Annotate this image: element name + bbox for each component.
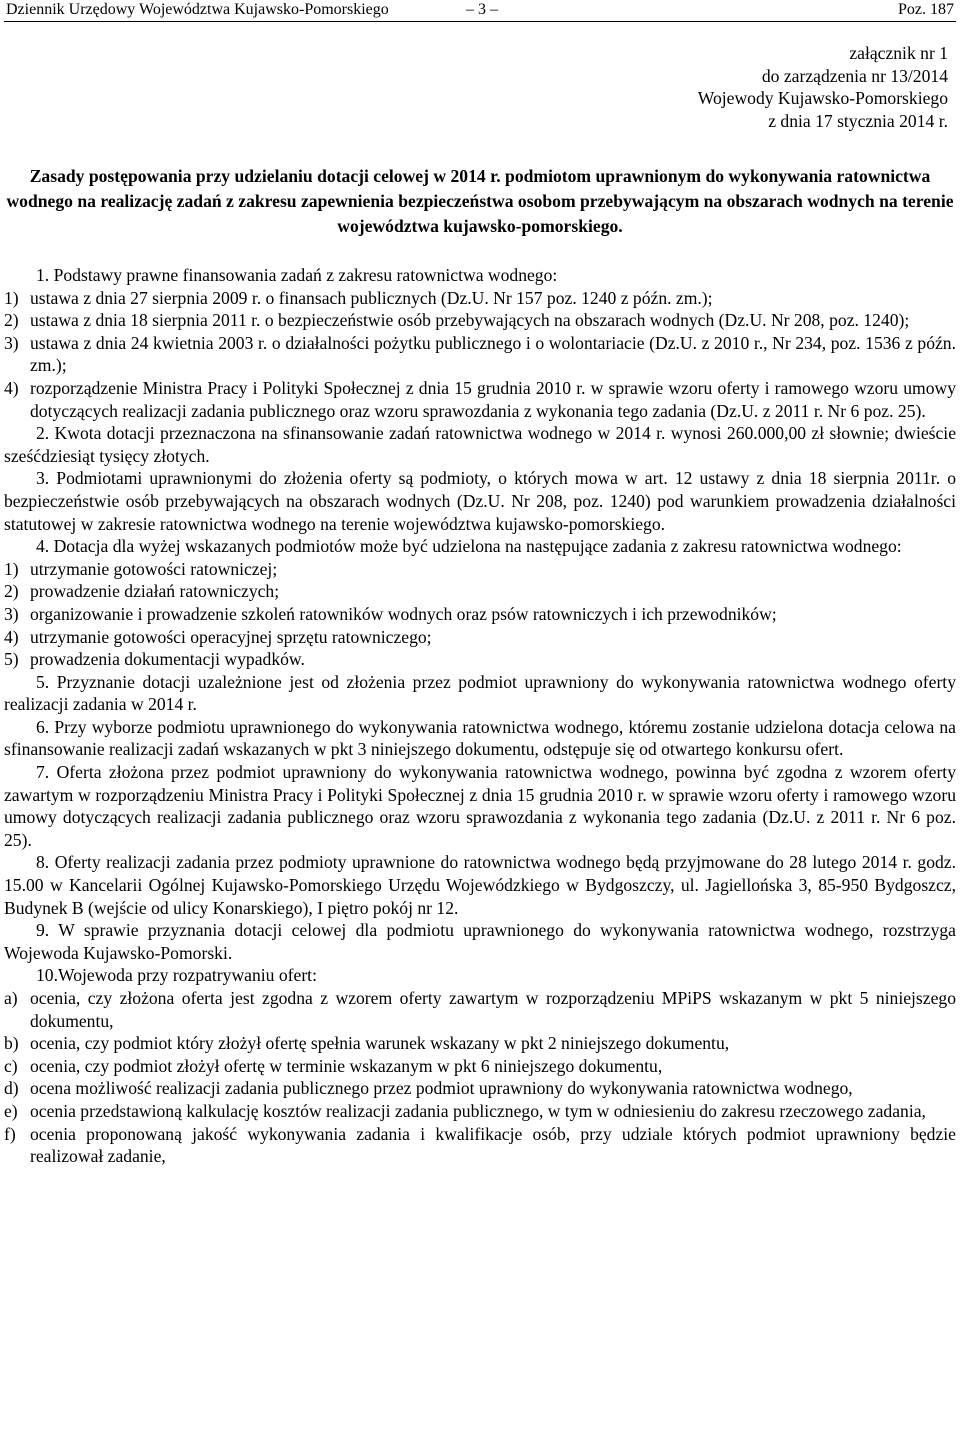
paragraph-7: 7. Oferta złożona przez podmiot uprawniony do wykonywania ratownictwa wodnego, powinna być zgodna z wzorem oferty zawartym w rozporządzeniu Ministra Pracy i Polityki Społecznej z dnia 15 grudnia 2010 r. w sprawie wzoru oferty i ramowego wzoru umowy dotyczących realizacji zadania publicznego oraz wzoru sprawozdania z wykonania tego zadania (Dz.U. z 2011 r. Nr 6 poz. 25). xyxy=(4,762,956,850)
list-text: ustawa z dnia 27 sierpnia 2009 r. o finansach publicznych (Dz.U. Nr 157 poz. 1240 z późn. zm.); xyxy=(30,287,713,308)
list-text: ocenia, czy podmiot który złożył ofertę spełnia warunek wskazany w pkt 2 niniejszego dokumentu, xyxy=(30,1033,730,1054)
list-item xyxy=(4,558,956,581)
journal-title: Dziennik Urzędowy Województwa Kujawsko-Pomorskiego xyxy=(6,1,389,18)
page-number: – 3 – xyxy=(466,1,498,18)
list-item xyxy=(4,1100,956,1123)
annex-line: załącznik nr 1 xyxy=(849,43,948,63)
list-marker: d) xyxy=(4,1078,19,1099)
paragraph-8: 8. Oferty realizacji zadania przez podmioty uprawnione do ratownictwa wodnego będą przyjmowane do 28 lutego 2014 r. godz. 15.00 w Kancelarii Ogólnej Kujawsko-Pomorskiego Urzędu Wojewódzkiego w Bydgoszczy, ul. Jagiellońska 3, 85-950 Bydgoszcz, Budynek B (wejście od ulicy Konarskiego), I piętro pokój nr 12. xyxy=(4,852,956,918)
list-text: ocenia, czy podmiot złożył ofertę w terminie wskazanym w pkt 6 niniejszego dokumentu, xyxy=(30,1055,663,1076)
annex-line: z dnia 17 stycznia 2014 r. xyxy=(768,110,948,131)
list-item xyxy=(4,287,956,310)
list-item xyxy=(4,580,956,603)
list-marker: f) xyxy=(4,1123,16,1144)
list-text: utrzymanie gotowości operacyjnej sprzętu ratowniczego; xyxy=(30,626,432,647)
list-marker: 4) xyxy=(4,377,19,398)
list-marker: a) xyxy=(4,988,18,1008)
annex-line: do zarządzenia nr 13/2014 xyxy=(761,65,948,86)
list-marker: 3) xyxy=(4,603,19,624)
list-marker: 5) xyxy=(4,649,19,670)
list-marker: e) xyxy=(4,1100,18,1121)
list-item xyxy=(4,377,956,422)
list-text: ocenia proponowaną jakość wykonywania zadania i kwalifikacje osób, przy udziale których podmiot uprawniony będzie realizował zadanie, xyxy=(30,1123,956,1167)
list-text: rozporządzenie Ministra Pracy i Polityki Społecznej z dnia 15 grudnia 2010 r. w sprawie wzoru oferty i ramowego wzoru umowy dotyczących realizacji zadania publicznego oraz wzoru sprawozdania z wykonania tego zadania (Dz.U. z 2011 r. Nr 6 poz. 25). xyxy=(30,377,956,421)
list-item xyxy=(4,1123,956,1168)
list-marker: 1) xyxy=(4,287,19,308)
list-item xyxy=(4,1077,956,1100)
annex-line: Wojewody Kujawsko-Pomorskiego xyxy=(697,88,948,109)
list-text: ocenia, czy złożona oferta jest zgodna z wzorem oferty zawartym w rozporządzeniu MPiPS wskazanym w pkt 5 niniejszego dokumentu, xyxy=(30,988,956,1031)
paragraph-6: 6. Przy wyborze podmiotu uprawnionego do wykonywania ratownictwa wodnego, któremu zostanie udzielona dotacja celowa na sfinansowanie realizacji zadań wskazanych w pkt 3 niniejszego dokumentu, odstępuje się od otwartego konkursu ofert. xyxy=(4,716,956,760)
list-item xyxy=(4,987,956,1032)
list-item xyxy=(4,603,956,626)
list-item xyxy=(4,648,956,671)
list-marker: 4) xyxy=(4,626,19,647)
list-item xyxy=(4,1055,956,1078)
list-text: organizowanie i prowadzenie szkoleń ratowników wodnych oraz psów ratowniczych i ich przewodników; xyxy=(30,603,777,624)
paragraph-5: 5. Przyznanie dotacji uzależnione jest od złożenia przez podmiot uprawniony do wykonywania ratownictwa wodnego oferty realizacji zadania w 2014 r. xyxy=(4,671,956,715)
list-text: prowadzenie działań ratowniczych; xyxy=(30,581,280,602)
page-header xyxy=(4,0,956,22)
list-item xyxy=(4,626,956,649)
list-text: ocena możliwość realizacji zadania publicznego przez podmiot uprawniony do wykonywania ratownictwa wodnego, xyxy=(30,1078,853,1099)
document-body xyxy=(4,264,956,1168)
section-1-intro: 1. Podstawy prawne finansowania zadań z zakresu ratownictwa wodnego: xyxy=(36,265,558,285)
list-marker: 3) xyxy=(4,332,19,353)
list-item xyxy=(4,1032,956,1055)
list-marker: 2) xyxy=(4,310,19,331)
header-rule xyxy=(4,21,956,22)
document-title: Zasady postępowania przy udzielaniu dotacji celowej w 2014 r. podmiotom uprawnionym do wykonywania ratownictwa wodnego na realizację zadań z zakresu zapewnienia bezpieczeństwa osobom przebywającym na obszarach wodnych na terenie województwa kujawsko-pomorskiego. xyxy=(6,166,954,236)
list-item xyxy=(4,309,956,332)
list-text: prowadzenia dokumentacji wypadków. xyxy=(30,649,305,670)
list-text: utrzymanie gotowości ratowniczej; xyxy=(30,558,278,579)
annex-reference xyxy=(698,42,948,132)
paragraph-9: 9. W sprawie przyznania dotacji celowej dla podmiotu uprawnionego do wykonywania ratownictwa wodnego, rozstrzyga Wojewoda Kujawsko-Pomorski. xyxy=(4,920,956,963)
position-number: Poz. 187 xyxy=(898,1,954,18)
list-item xyxy=(4,332,956,377)
list-marker: 2) xyxy=(4,581,19,602)
list-text: ustawa z dnia 24 kwietnia 2003 r. o działalności pożytku publicznego i o wolontariacie (Dz.U. z 2010 r., Nr 234, poz. 1536 z późn. zm.); xyxy=(30,332,956,376)
list-text: ocenia przedstawioną kalkulację kosztów realizacji zadania publicznego, w tym w odniesieniu do zakresu rzeczowego zadania, xyxy=(30,1100,926,1121)
list-marker: c) xyxy=(4,1055,18,1076)
list-marker: b) xyxy=(4,1033,19,1054)
list-marker: 1) xyxy=(4,558,19,579)
paragraph-3: 3. Podmiotami uprawnionymi do złożenia oferty są podmioty, o których mowa w art. 12 ustawy z dnia 18 sierpnia 2011r. o bezpieczeństwie osób przebywających na obszarach wodnych (Dz.U. Nr 208, poz. 1240) pod warunkiem prowadzenia działalności statutowej w zakresie ratownictwa wodnego na terenie województwa kujawsko-pomorskiego. xyxy=(4,468,956,534)
section-10-intro: 10.Wojewoda przy rozpatrywaniu ofert: xyxy=(36,965,317,986)
paragraph-2: 2. Kwota dotacji przeznaczona na sfinansowanie zadań ratownictwa wodnego w 2014 r. wynosi 260.000,00 zł słownie; dwieście sześćdziesiąt tysięcy złotych. xyxy=(4,423,956,466)
list-text: ustawa z dnia 18 sierpnia 2011 r. o bezpieczeństwie osób przebywających na obszarach wodnych (Dz.U. Nr 208, poz. 1240); xyxy=(30,310,910,331)
section-4-intro: 4. Dotacja dla wyżej wskazanych podmiotów może być udzielona na następujące zadania z zakresu ratownictwa wodnego: xyxy=(36,536,902,557)
